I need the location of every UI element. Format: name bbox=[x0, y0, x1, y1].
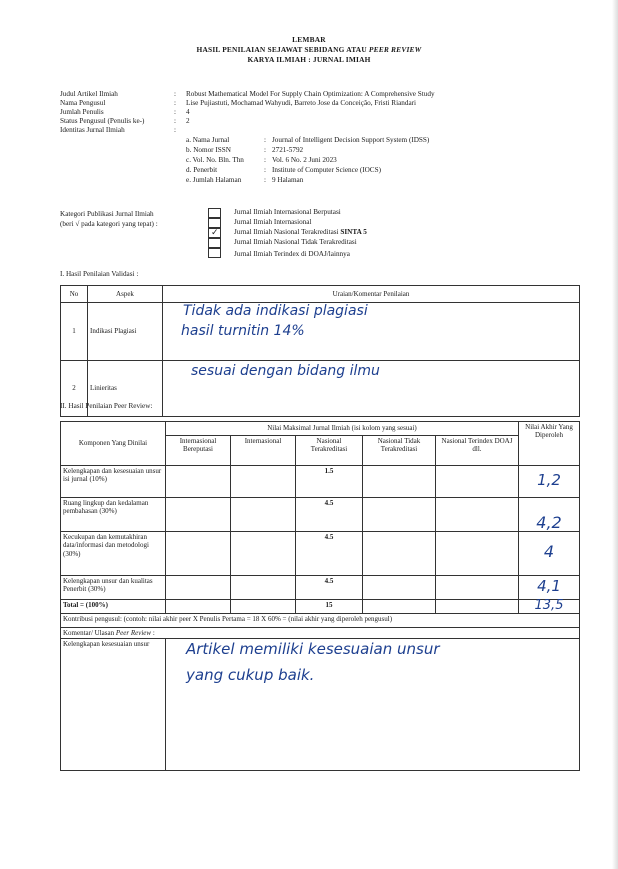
cell-empty bbox=[436, 466, 519, 498]
col-header-doaj: Nasional Terindex DOAJ dll. bbox=[436, 436, 519, 466]
identity-value-author: Lise Pujiastuti, Mochamad Wahyudi, Barreto Jose da Conceição, Fristi Riandari bbox=[186, 99, 417, 107]
title-line-2 bbox=[0, 45, 618, 54]
cell-aspek: Linieritas bbox=[88, 361, 163, 417]
journal-value-publisher: Institute of Computer Science (IOCS) bbox=[272, 166, 381, 174]
cell-empty bbox=[166, 498, 231, 532]
cell-nasional: 1.5 bbox=[296, 466, 363, 498]
colon: : bbox=[174, 90, 176, 98]
komentar-sub-label: Kelengkapan kesesuaian unsur bbox=[61, 639, 166, 771]
handwritten-review-1: Artikel memiliki kesesuaian unsur bbox=[186, 640, 440, 659]
table-row bbox=[61, 532, 580, 576]
journal-value-name: Journal of Intelligent Decision Support System (IDSS) bbox=[272, 136, 430, 144]
journal-value-vol: Vol. 6 No. 2 Juni 2023 bbox=[272, 156, 337, 164]
journal-label-issn: b. Nomor ISSN bbox=[186, 146, 231, 154]
title-line-2-plain: HASIL PENILAIAN SEJAWAT SEBIDANG ATAU bbox=[196, 45, 369, 54]
cell-akhir bbox=[519, 466, 580, 498]
kontribusi-row: Kontribusi pengusul: (contoh: nilai akhir peer X Penulis Pertama = 18 X 60% = (nilai akhir yang diperoleh pengusul) bbox=[61, 614, 580, 628]
category-option-2: Jurnal Ilmiah Internasional bbox=[234, 218, 312, 226]
cell-total-label: Total = (100%) bbox=[61, 600, 166, 614]
komentar-label: Komentar/ Ulasan bbox=[63, 629, 116, 637]
col-header-nasional-akreditasi: Nasional Terakreditasi bbox=[296, 436, 363, 466]
colon: : bbox=[264, 166, 266, 174]
table-row bbox=[61, 303, 580, 361]
komentar-body bbox=[166, 639, 580, 771]
handwritten-score: 1,2 bbox=[537, 470, 561, 489]
cell-total-nasional: 15 bbox=[296, 600, 363, 614]
col-header-komponen: Komponen Yang Dinilai bbox=[61, 422, 166, 466]
title-line-3: KARYA ILMIAH : JURNAL IMIAH bbox=[247, 55, 371, 64]
journal-value-issn: 2721-5792 bbox=[272, 146, 304, 154]
col-header-int-bereputasi: Internasional Bereputasi bbox=[166, 436, 231, 466]
cell-empty bbox=[436, 600, 519, 614]
identity-value-status: 2 bbox=[186, 117, 190, 125]
page-edge-shadow bbox=[612, 0, 618, 869]
komentar-label-suffix: : bbox=[151, 629, 155, 637]
category-instruction: (beri √ pada kategori yang tepat) : bbox=[60, 220, 158, 228]
title-line-1: LEMBAR bbox=[292, 35, 326, 44]
journal-label-publisher: d. Penerbit bbox=[186, 166, 218, 174]
cell-empty bbox=[363, 498, 436, 532]
cell-akhir bbox=[519, 498, 580, 532]
handwritten-score: 4 bbox=[543, 541, 555, 561]
colon: : bbox=[264, 156, 266, 164]
colon: : bbox=[264, 136, 266, 144]
cell-empty bbox=[231, 532, 296, 576]
peer-review-table bbox=[60, 421, 580, 771]
journal-label-name: a. Nama Jurnal bbox=[186, 136, 230, 144]
col-header-nilai-akhir: Nilai Akhir Yang Diperoleh bbox=[519, 422, 580, 466]
colon: : bbox=[264, 176, 266, 184]
cell-comment bbox=[163, 303, 580, 361]
validation-table bbox=[60, 285, 580, 417]
identity-label-author: Nama Pengusul bbox=[60, 99, 106, 107]
category-checkbox-4[interactable] bbox=[208, 238, 221, 248]
category-option-3-text: Jurnal Ilmiah Nasional Terakreditasi bbox=[234, 228, 341, 236]
category-checkbox-1[interactable] bbox=[208, 208, 221, 218]
col-header-aspek: Aspek bbox=[88, 286, 163, 303]
cell-empty bbox=[166, 466, 231, 498]
journal-value-pages: 9 Halaman bbox=[272, 176, 304, 184]
handwritten-review-2: yang cukup baik. bbox=[186, 666, 315, 685]
handwritten-comment-2: sesuai dengan bidang ilmu bbox=[191, 363, 380, 379]
col-header-nilai-maks: Nilai Maksimal Jurnal Ilmiah (isi kolom yang sesuai) bbox=[166, 422, 519, 436]
cell-akhir bbox=[519, 576, 580, 600]
section-2-title: II. Hasil Penilaian Peer Review: bbox=[60, 402, 153, 410]
identity-label-count: Jumlah Penulis bbox=[60, 108, 104, 116]
komentar-label-italic: Peer Review bbox=[115, 629, 152, 637]
cell-aspek: Indikasi Plagiasi bbox=[88, 303, 163, 361]
colon: : bbox=[264, 146, 266, 154]
cell-empty bbox=[231, 600, 296, 614]
cell-total-akhir bbox=[519, 600, 580, 614]
col-header-no: No bbox=[61, 286, 88, 303]
colon: : bbox=[174, 99, 176, 107]
category-label: Kategori Publikasi Jurnal Ilmiah bbox=[60, 210, 154, 218]
cell-nasional: 4.5 bbox=[296, 498, 363, 532]
identity-label-status: Status Pengusul (Penulis ke-) bbox=[60, 117, 145, 125]
cell-empty bbox=[231, 498, 296, 532]
cell-empty bbox=[436, 532, 519, 576]
cell-empty bbox=[166, 532, 231, 576]
cell-empty bbox=[363, 576, 436, 600]
cell-comment bbox=[163, 361, 580, 417]
cell-empty bbox=[363, 466, 436, 498]
colon: : bbox=[174, 108, 176, 116]
section-1-title: I. Hasil Penilaian Validasi : bbox=[60, 270, 139, 278]
category-option-1: Jurnal Ilmiah Internasional Berputasi bbox=[234, 208, 341, 216]
journal-label-pages: e. Jumlah Halaman bbox=[186, 176, 242, 184]
table-row bbox=[61, 576, 580, 600]
cell-komponen: Kelengkapan unsur dan kualitas Penerbit (30%) bbox=[61, 576, 166, 600]
check-mark-icon: ✓ bbox=[211, 227, 219, 237]
table-row bbox=[61, 466, 580, 498]
cell-empty bbox=[166, 576, 231, 600]
cell-empty bbox=[166, 600, 231, 614]
cell-empty bbox=[436, 576, 519, 600]
identity-value-title: Robust Mathematical Model For Supply Chain Optimization: A Comprehensive Study bbox=[186, 90, 435, 98]
col-header-internasional: Internasional bbox=[231, 436, 296, 466]
cell-empty bbox=[231, 466, 296, 498]
cell-empty bbox=[436, 498, 519, 532]
col-header-uraian: Uraian/Komentar Penilaian bbox=[163, 286, 580, 303]
journal-label-vol: c. Vol. No. Bln. Thn bbox=[186, 156, 244, 164]
category-option-4: Jurnal Ilmiah Nasional Tidak Terakreditasi bbox=[234, 238, 357, 246]
title-line-2-italic: PEER REVIEW bbox=[368, 45, 422, 54]
cell-empty bbox=[363, 600, 436, 614]
category-option-3 bbox=[234, 228, 367, 236]
cell-no: 2 bbox=[61, 361, 88, 417]
identity-label-journal: Identitas Jurnal Ilmiah bbox=[60, 126, 125, 134]
colon: : bbox=[174, 126, 176, 134]
col-header-nasional-tidak: Nasional Tidak Terakreditasi bbox=[363, 436, 436, 466]
handwritten-score: 4,2 bbox=[536, 512, 562, 532]
category-checkbox-5[interactable] bbox=[208, 248, 221, 258]
handwritten-total: 13,5 bbox=[534, 598, 564, 613]
category-option-5: Jurnal Ilmiah Terindex di DOAJ/lainnya bbox=[234, 250, 350, 258]
cell-nasional: 4.5 bbox=[296, 532, 363, 576]
cell-komponen: Kelengkapan dan kesesuaian unsur isi jurnal (10%) bbox=[61, 466, 166, 498]
cell-no: 1 bbox=[61, 303, 88, 361]
handwritten-score: 4,1 bbox=[537, 576, 561, 595]
cell-akhir bbox=[519, 532, 580, 576]
colon: : bbox=[174, 117, 176, 125]
category-option-3-bold: SINTA 5 bbox=[340, 228, 367, 236]
identity-value-count: 4 bbox=[186, 108, 190, 116]
cell-komponen: Ruang lingkup dan kedalaman pembahasan (30%) bbox=[61, 498, 166, 532]
table-row bbox=[61, 498, 580, 532]
cell-komponen: Kecukupan dan kemutakhiran data/informasi dan metodologi (30%) bbox=[61, 532, 166, 576]
category-checkbox-3[interactable] bbox=[208, 228, 221, 238]
handwritten-comment-1a: Tidak ada indikasi plagiasi bbox=[183, 303, 368, 319]
table-row-total bbox=[61, 600, 580, 614]
komentar-header bbox=[61, 628, 580, 639]
cell-empty bbox=[363, 532, 436, 576]
cell-nasional: 4.5 bbox=[296, 576, 363, 600]
handwritten-comment-1b: hasil turnitin 14% bbox=[181, 323, 305, 339]
identity-label-title: Judul Artikel Ilmiah bbox=[60, 90, 118, 98]
cell-empty bbox=[231, 576, 296, 600]
